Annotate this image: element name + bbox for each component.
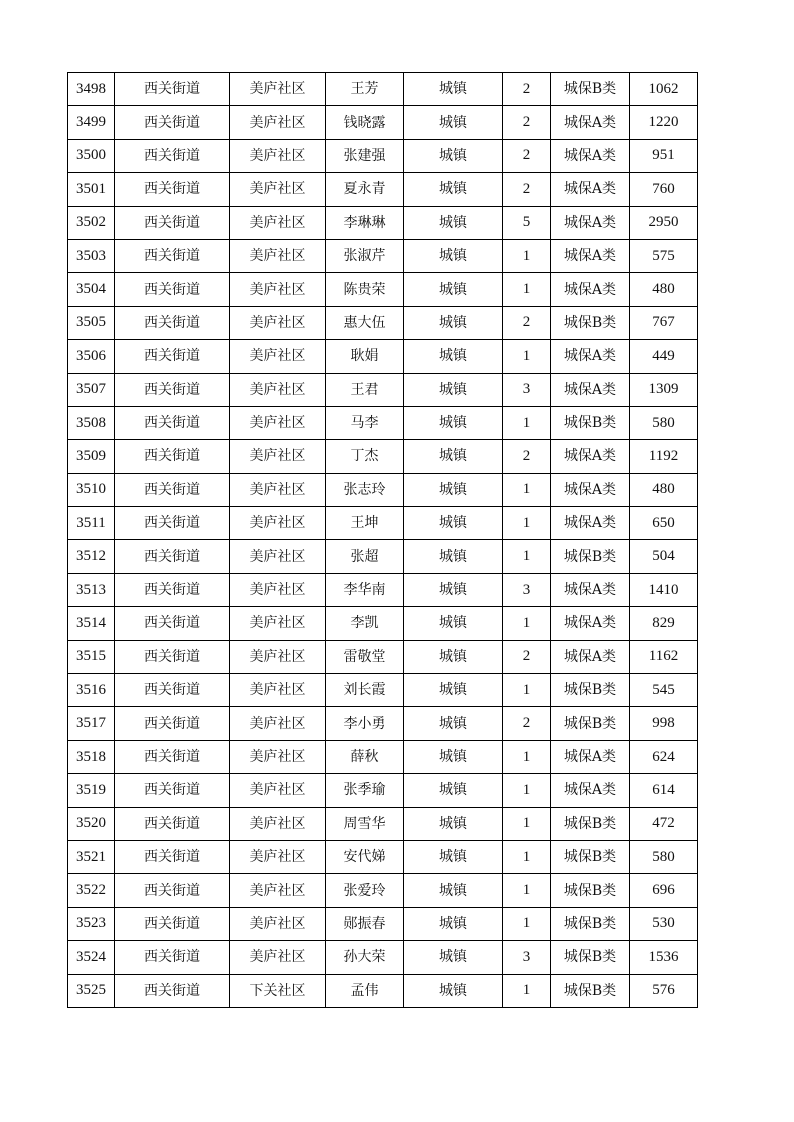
street-cell: 西关街道 bbox=[115, 106, 230, 139]
table-row bbox=[68, 239, 698, 272]
name-cell: 安代娣 bbox=[326, 840, 404, 873]
community-cell: 下关社区 bbox=[230, 974, 326, 1007]
table-row bbox=[68, 440, 698, 473]
amount-cell: 449 bbox=[630, 340, 698, 373]
category-cell: 城保A类 bbox=[551, 373, 630, 406]
community-cell: 美庐社区 bbox=[230, 807, 326, 840]
area-type-cell: 城镇 bbox=[404, 807, 503, 840]
name-cell: 雷敬堂 bbox=[326, 640, 404, 673]
household-size-cell: 2 bbox=[503, 173, 551, 206]
serial-number-cell: 3505 bbox=[68, 306, 115, 339]
name-cell: 丁杰 bbox=[326, 440, 404, 473]
category-cell: 城保B类 bbox=[551, 540, 630, 573]
category-cell: 城保B类 bbox=[551, 807, 630, 840]
household-size-cell: 2 bbox=[503, 106, 551, 139]
street-cell: 西关街道 bbox=[115, 674, 230, 707]
amount-cell: 2950 bbox=[630, 206, 698, 239]
serial-number-cell: 3518 bbox=[68, 740, 115, 773]
name-cell: 郧振春 bbox=[326, 907, 404, 940]
serial-number-cell: 3511 bbox=[68, 507, 115, 540]
community-cell: 美庐社区 bbox=[230, 173, 326, 206]
name-cell: 陈贵荣 bbox=[326, 273, 404, 306]
category-cell: 城保B类 bbox=[551, 874, 630, 907]
category-cell: 城保A类 bbox=[551, 340, 630, 373]
serial-number-cell: 3503 bbox=[68, 239, 115, 272]
category-cell: 城保A类 bbox=[551, 440, 630, 473]
community-cell: 美庐社区 bbox=[230, 740, 326, 773]
amount-cell: 829 bbox=[630, 607, 698, 640]
amount-cell: 624 bbox=[630, 740, 698, 773]
serial-number-cell: 3499 bbox=[68, 106, 115, 139]
household-size-cell: 1 bbox=[503, 340, 551, 373]
serial-number-cell: 3514 bbox=[68, 607, 115, 640]
street-cell: 西关街道 bbox=[115, 874, 230, 907]
amount-cell: 576 bbox=[630, 974, 698, 1007]
street-cell: 西关街道 bbox=[115, 974, 230, 1007]
name-cell: 张爱玲 bbox=[326, 874, 404, 907]
amount-cell: 696 bbox=[630, 874, 698, 907]
area-type-cell: 城镇 bbox=[404, 607, 503, 640]
table-row bbox=[68, 306, 698, 339]
table-row bbox=[68, 674, 698, 707]
household-size-cell: 3 bbox=[503, 373, 551, 406]
table-row bbox=[68, 740, 698, 773]
amount-cell: 614 bbox=[630, 774, 698, 807]
household-size-cell: 1 bbox=[503, 774, 551, 807]
street-cell: 西关街道 bbox=[115, 406, 230, 439]
community-cell: 美庐社区 bbox=[230, 941, 326, 974]
table-row bbox=[68, 540, 698, 573]
category-cell: 城保A类 bbox=[551, 740, 630, 773]
category-cell: 城保A类 bbox=[551, 607, 630, 640]
community-cell: 美庐社区 bbox=[230, 774, 326, 807]
table-row bbox=[68, 273, 698, 306]
community-cell: 美庐社区 bbox=[230, 840, 326, 873]
data-table bbox=[67, 72, 698, 1008]
area-type-cell: 城镇 bbox=[404, 507, 503, 540]
street-cell: 西关街道 bbox=[115, 473, 230, 506]
amount-cell: 998 bbox=[630, 707, 698, 740]
name-cell: 张超 bbox=[326, 540, 404, 573]
household-size-cell: 2 bbox=[503, 73, 551, 106]
street-cell: 西关街道 bbox=[115, 507, 230, 540]
street-cell: 西关街道 bbox=[115, 740, 230, 773]
area-type-cell: 城镇 bbox=[404, 440, 503, 473]
household-size-cell: 1 bbox=[503, 807, 551, 840]
category-cell: 城保A类 bbox=[551, 173, 630, 206]
amount-cell: 580 bbox=[630, 406, 698, 439]
community-cell: 美庐社区 bbox=[230, 907, 326, 940]
table-row bbox=[68, 173, 698, 206]
area-type-cell: 城镇 bbox=[404, 239, 503, 272]
amount-cell: 650 bbox=[630, 507, 698, 540]
community-cell: 美庐社区 bbox=[230, 440, 326, 473]
category-cell: 城保B类 bbox=[551, 73, 630, 106]
community-cell: 美庐社区 bbox=[230, 473, 326, 506]
community-cell: 美庐社区 bbox=[230, 607, 326, 640]
street-cell: 西关街道 bbox=[115, 941, 230, 974]
table-row bbox=[68, 640, 698, 673]
table-row bbox=[68, 840, 698, 873]
table-row bbox=[68, 941, 698, 974]
table-body bbox=[68, 73, 698, 1008]
amount-cell: 1062 bbox=[630, 73, 698, 106]
table-row bbox=[68, 774, 698, 807]
street-cell: 西关街道 bbox=[115, 840, 230, 873]
household-size-cell: 1 bbox=[503, 239, 551, 272]
name-cell: 耿娟 bbox=[326, 340, 404, 373]
table-row bbox=[68, 607, 698, 640]
area-type-cell: 城镇 bbox=[404, 874, 503, 907]
community-cell: 美庐社区 bbox=[230, 573, 326, 606]
category-cell: 城保B类 bbox=[551, 907, 630, 940]
serial-number-cell: 3517 bbox=[68, 707, 115, 740]
street-cell: 西关街道 bbox=[115, 573, 230, 606]
household-size-cell: 1 bbox=[503, 740, 551, 773]
name-cell: 张淑芹 bbox=[326, 239, 404, 272]
serial-number-cell: 3522 bbox=[68, 874, 115, 907]
area-type-cell: 城镇 bbox=[404, 774, 503, 807]
street-cell: 西关街道 bbox=[115, 239, 230, 272]
name-cell: 薛秋 bbox=[326, 740, 404, 773]
serial-number-cell: 3504 bbox=[68, 273, 115, 306]
street-cell: 西关街道 bbox=[115, 73, 230, 106]
serial-number-cell: 3502 bbox=[68, 206, 115, 239]
category-cell: 城保A类 bbox=[551, 573, 630, 606]
household-size-cell: 2 bbox=[503, 139, 551, 172]
community-cell: 美庐社区 bbox=[230, 406, 326, 439]
amount-cell: 951 bbox=[630, 139, 698, 172]
name-cell: 李凯 bbox=[326, 607, 404, 640]
community-cell: 美庐社区 bbox=[230, 340, 326, 373]
category-cell: 城保A类 bbox=[551, 139, 630, 172]
area-type-cell: 城镇 bbox=[404, 640, 503, 673]
street-cell: 西关街道 bbox=[115, 340, 230, 373]
name-cell: 夏永青 bbox=[326, 173, 404, 206]
serial-number-cell: 3506 bbox=[68, 340, 115, 373]
area-type-cell: 城镇 bbox=[404, 406, 503, 439]
household-size-cell: 1 bbox=[503, 607, 551, 640]
household-size-cell: 2 bbox=[503, 306, 551, 339]
household-size-cell: 1 bbox=[503, 406, 551, 439]
community-cell: 美庐社区 bbox=[230, 206, 326, 239]
community-cell: 美庐社区 bbox=[230, 874, 326, 907]
table-row bbox=[68, 507, 698, 540]
household-size-cell: 5 bbox=[503, 206, 551, 239]
area-type-cell: 城镇 bbox=[404, 540, 503, 573]
table-row bbox=[68, 573, 698, 606]
table-row bbox=[68, 874, 698, 907]
serial-number-cell: 3515 bbox=[68, 640, 115, 673]
community-cell: 美庐社区 bbox=[230, 106, 326, 139]
serial-number-cell: 3523 bbox=[68, 907, 115, 940]
area-type-cell: 城镇 bbox=[404, 974, 503, 1007]
area-type-cell: 城镇 bbox=[404, 674, 503, 707]
community-cell: 美庐社区 bbox=[230, 139, 326, 172]
community-cell: 美庐社区 bbox=[230, 373, 326, 406]
serial-number-cell: 3524 bbox=[68, 941, 115, 974]
amount-cell: 504 bbox=[630, 540, 698, 573]
household-size-cell: 1 bbox=[503, 540, 551, 573]
category-cell: 城保A类 bbox=[551, 106, 630, 139]
amount-cell: 575 bbox=[630, 239, 698, 272]
amount-cell: 1192 bbox=[630, 440, 698, 473]
name-cell: 王芳 bbox=[326, 73, 404, 106]
amount-cell: 480 bbox=[630, 473, 698, 506]
household-size-cell: 1 bbox=[503, 840, 551, 873]
amount-cell: 472 bbox=[630, 807, 698, 840]
table-row bbox=[68, 206, 698, 239]
household-size-cell: 2 bbox=[503, 440, 551, 473]
name-cell: 周雪华 bbox=[326, 807, 404, 840]
household-size-cell: 1 bbox=[503, 674, 551, 707]
community-cell: 美庐社区 bbox=[230, 507, 326, 540]
household-size-cell: 3 bbox=[503, 941, 551, 974]
area-type-cell: 城镇 bbox=[404, 173, 503, 206]
table-row bbox=[68, 373, 698, 406]
serial-number-cell: 3508 bbox=[68, 406, 115, 439]
table-row bbox=[68, 139, 698, 172]
street-cell: 西关街道 bbox=[115, 440, 230, 473]
amount-cell: 1536 bbox=[630, 941, 698, 974]
category-cell: 城保A类 bbox=[551, 206, 630, 239]
area-type-cell: 城镇 bbox=[404, 273, 503, 306]
area-type-cell: 城镇 bbox=[404, 840, 503, 873]
area-type-cell: 城镇 bbox=[404, 907, 503, 940]
household-size-cell: 1 bbox=[503, 974, 551, 1007]
household-size-cell: 2 bbox=[503, 707, 551, 740]
area-type-cell: 城镇 bbox=[404, 941, 503, 974]
street-cell: 西关街道 bbox=[115, 206, 230, 239]
household-size-cell: 3 bbox=[503, 573, 551, 606]
amount-cell: 545 bbox=[630, 674, 698, 707]
area-type-cell: 城镇 bbox=[404, 707, 503, 740]
category-cell: 城保B类 bbox=[551, 840, 630, 873]
household-size-cell: 1 bbox=[503, 507, 551, 540]
household-size-cell: 1 bbox=[503, 273, 551, 306]
category-cell: 城保B类 bbox=[551, 406, 630, 439]
serial-number-cell: 3520 bbox=[68, 807, 115, 840]
category-cell: 城保B类 bbox=[551, 674, 630, 707]
table-row bbox=[68, 106, 698, 139]
area-type-cell: 城镇 bbox=[404, 473, 503, 506]
community-cell: 美庐社区 bbox=[230, 707, 326, 740]
area-type-cell: 城镇 bbox=[404, 106, 503, 139]
amount-cell: 1410 bbox=[630, 573, 698, 606]
household-size-cell: 1 bbox=[503, 473, 551, 506]
name-cell: 钱晓露 bbox=[326, 106, 404, 139]
community-cell: 美庐社区 bbox=[230, 640, 326, 673]
name-cell: 马李 bbox=[326, 406, 404, 439]
serial-number-cell: 3509 bbox=[68, 440, 115, 473]
name-cell: 张季瑜 bbox=[326, 774, 404, 807]
area-type-cell: 城镇 bbox=[404, 373, 503, 406]
area-type-cell: 城镇 bbox=[404, 340, 503, 373]
area-type-cell: 城镇 bbox=[404, 573, 503, 606]
area-type-cell: 城镇 bbox=[404, 306, 503, 339]
name-cell: 孟伟 bbox=[326, 974, 404, 1007]
table-row bbox=[68, 974, 698, 1007]
name-cell: 李琳琳 bbox=[326, 206, 404, 239]
street-cell: 西关街道 bbox=[115, 707, 230, 740]
street-cell: 西关街道 bbox=[115, 139, 230, 172]
community-cell: 美庐社区 bbox=[230, 239, 326, 272]
table-row bbox=[68, 340, 698, 373]
serial-number-cell: 3501 bbox=[68, 173, 115, 206]
serial-number-cell: 3521 bbox=[68, 840, 115, 873]
community-cell: 美庐社区 bbox=[230, 273, 326, 306]
category-cell: 城保A类 bbox=[551, 273, 630, 306]
category-cell: 城保A类 bbox=[551, 507, 630, 540]
street-cell: 西关街道 bbox=[115, 774, 230, 807]
category-cell: 城保A类 bbox=[551, 774, 630, 807]
community-cell: 美庐社区 bbox=[230, 306, 326, 339]
category-cell: 城保B类 bbox=[551, 306, 630, 339]
community-cell: 美庐社区 bbox=[230, 540, 326, 573]
household-size-cell: 1 bbox=[503, 907, 551, 940]
area-type-cell: 城镇 bbox=[404, 740, 503, 773]
amount-cell: 1162 bbox=[630, 640, 698, 673]
name-cell: 王坤 bbox=[326, 507, 404, 540]
table-row bbox=[68, 907, 698, 940]
street-cell: 西关街道 bbox=[115, 607, 230, 640]
name-cell: 刘长霞 bbox=[326, 674, 404, 707]
serial-number-cell: 3512 bbox=[68, 540, 115, 573]
serial-number-cell: 3519 bbox=[68, 774, 115, 807]
amount-cell: 530 bbox=[630, 907, 698, 940]
amount-cell: 767 bbox=[630, 306, 698, 339]
table-row bbox=[68, 406, 698, 439]
street-cell: 西关街道 bbox=[115, 306, 230, 339]
category-cell: 城保B类 bbox=[551, 974, 630, 1007]
serial-number-cell: 3510 bbox=[68, 473, 115, 506]
name-cell: 惠大伍 bbox=[326, 306, 404, 339]
street-cell: 西关街道 bbox=[115, 807, 230, 840]
table-row bbox=[68, 807, 698, 840]
name-cell: 李华南 bbox=[326, 573, 404, 606]
amount-cell: 760 bbox=[630, 173, 698, 206]
amount-cell: 480 bbox=[630, 273, 698, 306]
serial-number-cell: 3500 bbox=[68, 139, 115, 172]
category-cell: 城保B类 bbox=[551, 707, 630, 740]
name-cell: 张建强 bbox=[326, 139, 404, 172]
serial-number-cell: 3525 bbox=[68, 974, 115, 1007]
area-type-cell: 城镇 bbox=[404, 73, 503, 106]
serial-number-cell: 3513 bbox=[68, 573, 115, 606]
community-cell: 美庐社区 bbox=[230, 674, 326, 707]
category-cell: 城保A类 bbox=[551, 473, 630, 506]
street-cell: 西关街道 bbox=[115, 173, 230, 206]
amount-cell: 1220 bbox=[630, 106, 698, 139]
household-size-cell: 1 bbox=[503, 874, 551, 907]
amount-cell: 580 bbox=[630, 840, 698, 873]
street-cell: 西关街道 bbox=[115, 640, 230, 673]
amount-cell: 1309 bbox=[630, 373, 698, 406]
street-cell: 西关街道 bbox=[115, 907, 230, 940]
name-cell: 李小勇 bbox=[326, 707, 404, 740]
table-row bbox=[68, 473, 698, 506]
area-type-cell: 城镇 bbox=[404, 139, 503, 172]
community-cell: 美庐社区 bbox=[230, 73, 326, 106]
category-cell: 城保A类 bbox=[551, 239, 630, 272]
serial-number-cell: 3516 bbox=[68, 674, 115, 707]
household-size-cell: 2 bbox=[503, 640, 551, 673]
street-cell: 西关街道 bbox=[115, 540, 230, 573]
street-cell: 西关街道 bbox=[115, 273, 230, 306]
serial-number-cell: 3498 bbox=[68, 73, 115, 106]
area-type-cell: 城镇 bbox=[404, 206, 503, 239]
street-cell: 西关街道 bbox=[115, 373, 230, 406]
name-cell: 孙大荣 bbox=[326, 941, 404, 974]
category-cell: 城保A类 bbox=[551, 640, 630, 673]
table-row bbox=[68, 73, 698, 106]
name-cell: 王君 bbox=[326, 373, 404, 406]
table-row bbox=[68, 707, 698, 740]
name-cell: 张志玲 bbox=[326, 473, 404, 506]
serial-number-cell: 3507 bbox=[68, 373, 115, 406]
category-cell: 城保B类 bbox=[551, 941, 630, 974]
